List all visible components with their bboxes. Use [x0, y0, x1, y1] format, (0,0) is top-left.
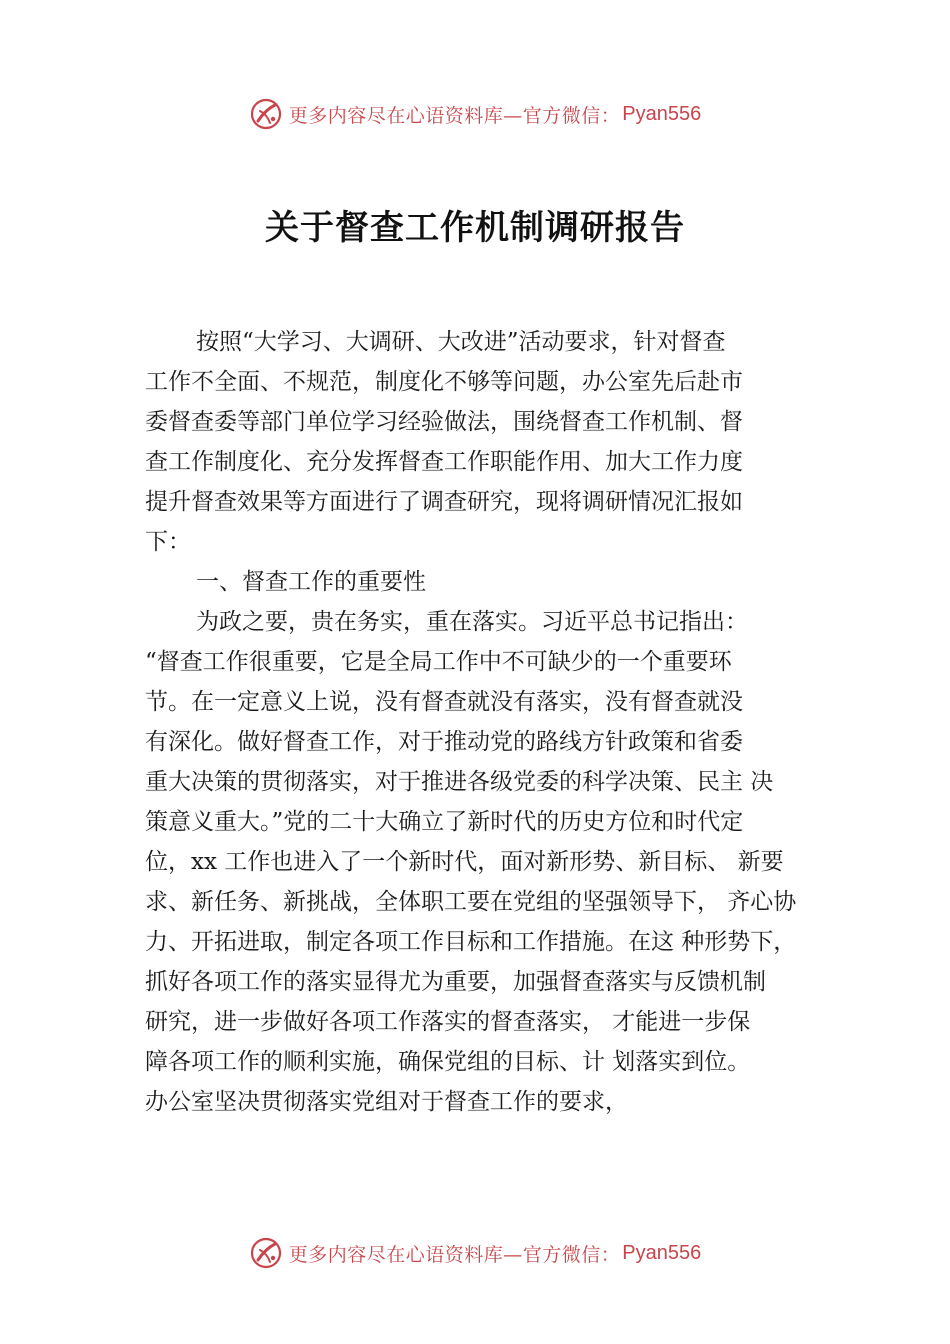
paragraph-line: 委督查委等部门单位学习经验做法，围绕督查工作机制、督 [145, 409, 743, 435]
paragraph-line: 节。在一定意义上说，没有督查就没有落实，没有督查就没 [145, 689, 743, 715]
watermark-banner-bottom [0, 1233, 950, 1273]
paragraph-line: 策意义重大。”党的二十大确立了新时代的历史方位和时代定 [145, 809, 744, 835]
paragraph-line: 研究，进一步做好各项工作落实的督查落实， 才能进一步保 [145, 1009, 751, 1035]
paragraph-line: 按照“大学习、大调研、大改进”活动要求，针对督查 [196, 329, 726, 355]
watermark-wechat-id: Pyan556 [622, 102, 702, 125]
watermark-wechat-id: Pyan556 [622, 1241, 702, 1264]
paragraph-line: 有深化。做好督查工作，对于推动党的路线方针政策和省委 [145, 729, 743, 755]
document-title: 关于督查工作机制调研报告 [265, 208, 685, 248]
watermark-banner-top [0, 94, 950, 134]
section-heading: 一、督查工作的重要性 [196, 569, 426, 595]
paragraph-line: 查工作制度化、充分发挥督查工作职能作用、加大工作力度 [145, 449, 743, 475]
paragraph-line: 位，xx 工作也进入了一个新时代，面对新形势、新目标、 新要 [145, 849, 784, 875]
brush-logo-icon [249, 97, 283, 131]
paragraph-line: 抓好各项工作的落实显得尤为重要，加强督查落实与反馈机制 [145, 969, 766, 995]
paragraph-line: 为政之要，贵在务实，重在落实。习近平总书记指出： [196, 609, 748, 635]
watermark-text: 更多内容尽在心语资料库—官方微信： [288, 104, 621, 127]
paragraph-line: 力、开拓进取，制定各项工作目标和工作措施。在这 种形势下， [145, 929, 797, 955]
document-body [145, 322, 845, 1122]
paragraph-line: 求、新任务、新挑战，全体职工要在党组的坚强领导下， 齐心协 [145, 889, 797, 915]
paragraph-line: 重大决策的贯彻落实，对于推进各级党委的科学决策、民主 决 [145, 769, 774, 795]
paragraph-line: “督查工作很重要，它是全局工作中不可缺少的一个重要环 [145, 649, 732, 675]
paragraph-line: 提升督查效果等方面进行了调查研究，现将调研情况汇报如 [145, 489, 743, 515]
watermark-text: 更多内容尽在心语资料库—官方微信： [288, 1243, 621, 1266]
paragraph-line: 下： [145, 529, 191, 555]
paragraph-line: 办公室坚决贯彻落实党组对于督查工作的要求， [145, 1089, 628, 1115]
paragraph-line: 障各项工作的顺利实施，确保党组的目标、计 划落实到位。 [145, 1049, 751, 1075]
paragraph-line: 工作不全面、不规范，制度化不够等问题，办公室先后赴市 [145, 369, 743, 395]
brush-logo-icon [249, 1236, 283, 1270]
